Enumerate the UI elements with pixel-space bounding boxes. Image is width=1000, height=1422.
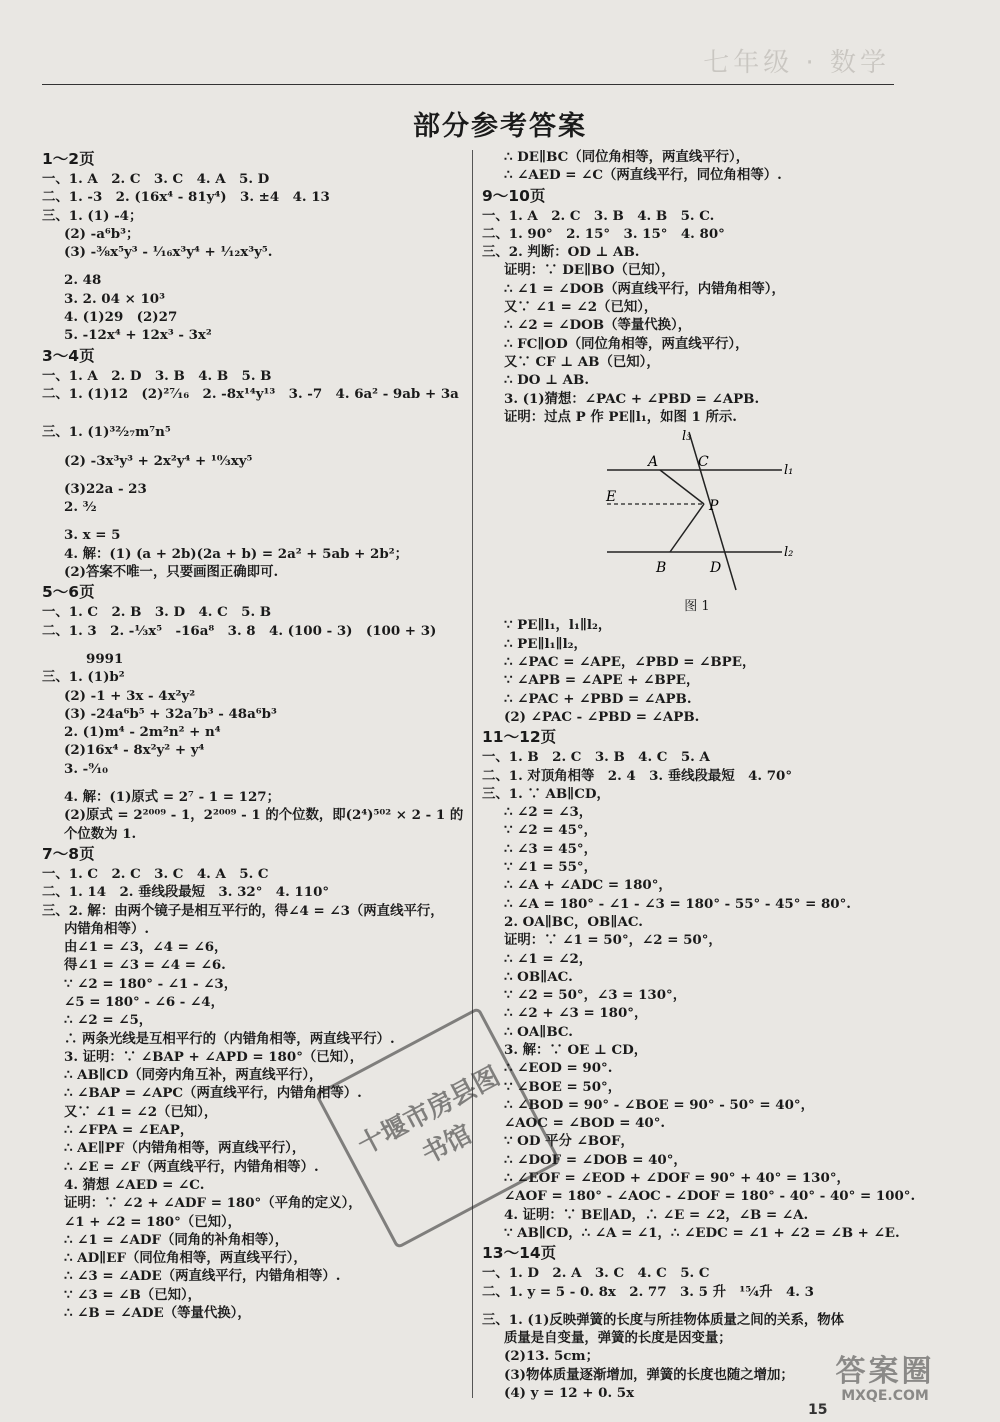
label-l2: l₂ [784,545,794,561]
answer-line: ∵ AB∥CD，∴ ∠A = ∠1，∴ ∠EDC = ∠1 + ∠2 = ∠B + ∠E. [504,1224,900,1241]
answer-line: 证明：∵ ∠2 + ∠ADF = 180°（平角的定义）， [64,1195,362,1212]
answer-line: 内错角相等）. [64,920,150,937]
answer-line: ∴ ∠1 = ∠DOB（两直线平行，内错角相等）， [504,280,785,297]
answer-line: ∴ ∠2 + ∠3 = 180°， [504,1005,648,1022]
label-c: C [698,454,709,471]
page-title: 部分参考答案 [413,111,587,142]
answer-line: ∠5 = 180° - ∠6 - ∠4， [64,993,224,1010]
figure-1 [482,426,892,598]
answer-line: 2. ³⁄₂ [64,499,97,516]
answer-line: 证明：过点 P 作 PE∥l₁，如图 1 所示. [504,408,737,425]
answer-line: 一、1. B 2. C 3. B 4. C 5. A [482,749,710,766]
spacer [42,516,466,526]
answer-line: 又∵ ∠1 = ∠2（已知）， [504,299,658,316]
answer-line: 个位数为 1. [64,825,137,842]
answer-line: (3)22a - 23 [64,480,147,497]
answer-line: 一、1. C 2. B 3. D 4. C 5. B [42,604,272,621]
answer-line: 质量是自变量，弹簧的长度是因变量； [504,1330,732,1347]
answer-line: (2)答案不唯一，只要画图正确即可. [64,564,279,581]
answer-line: 得∠1 = ∠3 = ∠4 = ∠6. [64,957,226,974]
figure-1-diagram [592,426,832,596]
section-heading: 5～6页 [42,583,95,602]
answer-line: ∴ AE∥PF（内错角相等，两直线平行）， [64,1140,306,1157]
answer-line: 由∠1 = ∠3，∠4 = ∠6， [64,939,228,956]
answer-line: ∠1 + ∠2 = 180°（已知）， [64,1213,242,1230]
answer-line: ∴ AB∥CD（同旁内角互补，两直线平行）， [64,1067,323,1084]
label-l1: l₁ [784,463,794,479]
answer-line: 二、1. y = 5 - 0. 8x 2. 77 3. 5 升 ¹⁵⁄₄升 4. 3 [482,1283,814,1300]
answer-line: ∴ ∠DOF = ∠DOB = 40°， [504,1151,687,1168]
answer-line: (3)物体质量逐渐增加，弹簧的长度也随之增加； [504,1366,794,1383]
spacer [42,640,466,650]
answer-line: 三、2. 解：由两个镜子是相互平行的，得∠4 = ∠3（两直线平行， [42,902,444,919]
answer-line: 4. 猜想 ∠AED = ∠C. [64,1176,205,1193]
answer-line: ∴ ∠BAP = ∠APC（两直线平行，内错角相等）. [64,1085,362,1102]
section-heading: 9～10页 [482,186,546,205]
answer-line: ∴ ∠B = ∠ADE（等量代换）， [64,1305,251,1322]
answer-line: ∴ OB∥AC. [504,968,573,985]
answer-line: 2. OA∥BC，OB∥AC. [504,913,643,930]
answer-line: 又∵ CF ⊥ AB（已知）， [504,353,660,370]
answer-line: 二、1. (1)12 (2)²⁷⁄₁₆ 2. -8x¹⁴y¹³ 3. -7 4. 6a² - 9ab + 3a [42,385,459,402]
answer-line: ∵ ∠2 = 45°， [504,822,597,839]
answer-line: ∴ ∠2 = ∠3， [504,804,593,821]
answer-line: ∴ FC∥OD（同位角相等，两直线平行）， [504,335,749,352]
answer-line: ∴ ∠AED = ∠C（两直线平行，同位角相等）. [504,167,782,184]
answer-line: ∴ ∠3 = 45°， [504,840,597,857]
answer-line: ∴ DE∥BC（同位角相等，两直线平行）， [504,149,750,165]
figure-caption: 图 1 [684,599,710,615]
answer-line: ∴ DO ⊥ AB. [504,372,590,389]
answer-line: (2)原式 = 2²⁰⁰⁹ - 1，2²⁰⁰⁹ - 1 的个位数，即(2⁴)⁵⁰² × 2 - 1 的 [64,807,464,824]
answer-line: 4. 证明：∵ BE∥AD，∴ ∠E = ∠2，∠B = ∠A. [504,1206,809,1223]
top-rule [42,84,894,85]
answer-line: 三、1. ∵ AB∥CD， [482,785,610,802]
answer-line: ∵ OD 平分 ∠BOF， [504,1133,634,1150]
answer-line: ∴ OA∥BC. [504,1023,573,1040]
answer-line: ∴ ∠EOF = ∠EOD + ∠DOF = 90° + 40° = 130°， [504,1170,850,1187]
right-column [482,148,916,1402]
answer-line: 三、1. (1)反映弹簧的长度与所挂物体质量之间的关系，物体 [482,1311,845,1328]
stamp-text: 十堰市房县图书馆 [353,1061,505,1171]
label-p: P [709,498,719,515]
answer-line: 3. -⁹⁄₁₀ [64,760,109,777]
answer-line: 3. 解：∵ OE ⊥ CD， [504,1041,648,1058]
answer-line: ∵ ∠BOE = 50°， [504,1078,622,1095]
section-heading: 3～4页 [42,346,95,365]
answer-line: (2) -a⁶b³； [64,225,140,242]
answer-line: 2. 48 [64,272,102,289]
answer-line: ∵ ∠3 = ∠B（已知）， [64,1286,202,1303]
watermark-cn: 答案圈 [835,1354,935,1389]
answer-line: ∴ PE∥l₁∥l₂， [504,635,587,652]
spacer [42,470,466,480]
answer-line: 证明：∵ ∠1 = 50°，∠2 = 50°， [504,932,722,949]
answer-line: 3. 2. 04 × 10³ [64,290,165,307]
answer-line: ∴ ∠EOD = 90°. [504,1060,613,1077]
section-heading: 7～8页 [42,844,95,863]
answer-line: ∵ ∠APB = ∠APE + ∠BPE， [504,672,700,689]
answer-line: 3. x = 5 [64,527,121,544]
answer-line: (4) y = 12 + 0. 5x [504,1385,635,1402]
answer-line: 4. (1)29 (2)27 [64,309,178,326]
answer-line: ∠AOF = 180° - ∠AOC - ∠DOF = 180° - 40° - 40° = 100°. [504,1188,916,1205]
answer-line: 二、1. 对顶角相等 2. 4 3. 垂线段最短 4. 70° [482,767,793,784]
label-a: A [648,454,659,471]
answer-line: (2) -1 + 3x - 4x²y² [64,687,196,704]
answer-line: ∴ AD∥EF（同位角相等，两直线平行）， [64,1250,307,1267]
answer-line: (2)13. 5cm； [504,1348,599,1365]
answer-line: ∵ ∠2 = 180° - ∠1 - ∠3， [64,975,238,992]
answer-line: ∴ ∠PAC = ∠APE，∠PBD = ∠BPE， [504,654,756,671]
answer-line: ∴ ∠FPA = ∠EAP， [64,1122,194,1139]
answer-line: 一、1. A 2. C 3. B 4. B 5. C. [482,207,715,224]
answer-line: 5. -12x⁴ + 12x³ - 3x² [64,327,212,344]
watermark-url: MXQE.COM [841,1388,929,1404]
spacer [42,403,466,423]
answer-line: ∴ ∠BOD = 90° - ∠BOE = 90° - 50° = 40°， [504,1096,815,1113]
answer-line: 二、1. 14 2. 垂线段最短 3. 32° 4. 110° [42,884,330,901]
answer-line: 三、2. 判断：OD ⊥ AB. [482,244,640,261]
section-heading: 11～12页 [482,728,557,747]
answer-line: 一、1. C 2. C 3. C 4. A 5. C [42,865,269,882]
spacer [42,261,466,271]
answer-line: 二、1. 90° 2. 15° 3. 15° 4. 80° [482,225,725,242]
answer-line: (3) -24a⁶b⁵ + 32a⁷b³ - 48a⁶b³ [64,705,277,722]
label-l3: l₃ [682,429,692,445]
answer-line: ∴ ∠2 = ∠5， [64,1012,153,1029]
page-number: 15 [808,1402,828,1418]
answer-line: 一、1. A 2. C 3. C 4. A 5. D [42,171,270,187]
answer-line: 三、1. (1) -4； [42,207,143,224]
answer-line: 2. (1)m⁴ - 2m²n² + n⁴ [64,724,221,741]
spacer [42,778,466,788]
answer-line: ∴ ∠A + ∠ADC = 180°， [504,877,672,894]
answer-line: 二、1. -3 2. (16x⁴ - 81y⁴) 3. ±4 4. 13 [42,189,330,206]
answer-line: (3) -³⁄₈x⁵y³ - ¹⁄₁₆x³y⁴ + ¹⁄₁₂x³y⁵. [64,244,273,261]
answer-line: ∵ ∠2 = 50°，∠3 = 130°， [504,987,687,1004]
answer-line: 4. 解：(1) (a + 2b)(2a + b) = 2a² + 5ab + 2b²； [64,545,408,562]
column-divider [472,150,473,1398]
answer-line: 证明：∵ DE∥BO（已知）， [504,262,675,279]
spacer [482,1301,892,1311]
section-heading: 1～2页 [42,150,95,168]
answer-line: ∴ 两条光线是互相平行的（内错角相等，两直线平行）. [64,1030,395,1047]
label-d: D [710,560,722,577]
answer-line: ∵ ∠1 = 55°， [504,859,597,876]
answer-line: (2) -3x³y³ + 2x²y⁴ + ¹⁰⁄₃xy⁵ [64,452,253,469]
answer-line: ∠AOC = ∠BOD = 40°. [504,1115,666,1132]
answer-line: 一、1. D 2. A 3. C 4. C 5. C [482,1265,710,1282]
answer-line: 三、1. (1)b² [42,669,125,686]
answer-line: 一、1. A 2. D 3. B 4. B 5. B [42,367,272,384]
answer-line: ∴ ∠PAC + ∠PBD = ∠APB. [504,690,692,707]
answer-line: 4. 解：(1)原式 = 2⁷ - 1 = 127； [64,789,281,806]
answer-line: 3. (1)猜想：∠PAC + ∠PBD = ∠APB. [504,390,760,407]
answer-line: 又∵ ∠1 = ∠2（已知）， [64,1103,218,1120]
answer-line: ∵ PE∥l₁，l₁∥l₂， [504,617,612,634]
answer-line: (2) ∠PAC - ∠PBD = ∠APB. [504,708,700,725]
segment-bp [670,504,704,552]
answer-line: 二、1. 3 2. -¹⁄₃x⁵ -16a⁸ 3. 8 4. (100 - 3) (100 + 3) [42,622,437,639]
watermark [810,1356,960,1404]
answer-line: ∴ ∠A = 180° - ∠1 - ∠3 = 180° - 55° - 45° = 80°. [504,895,851,912]
spacer [42,442,466,452]
answer-line: ∴ ∠3 = ∠ADE（两直线平行，内错角相等）. [64,1268,341,1285]
answer-line: 三、1. (1)³²⁄₂₇m⁷n⁵ [42,424,171,441]
segment-ap [660,470,704,504]
answer-line: 3. 证明：∵ ∠BAP + ∠APD = 180°（已知）， [64,1048,364,1065]
header-text: 七年级 · 数学 [703,48,890,78]
answer-line: ∴ ∠E = ∠F（两直线平行，内错角相等）. [64,1158,319,1175]
answer-line: ∴ ∠1 = ∠2， [504,950,593,967]
section-heading: 13～14页 [482,1244,557,1263]
answer-line: ∴ ∠2 = ∠DOB（等量代换）， [504,317,692,334]
label-e: E [606,489,617,506]
answer-line: 9991 [86,650,124,667]
label-b: B [656,560,667,577]
answer-line: ∴ ∠1 = ∠ADF（同角的补角相等）， [64,1231,289,1248]
answer-line: (2)16x⁴ - 8x²y² + y⁴ [64,742,205,759]
